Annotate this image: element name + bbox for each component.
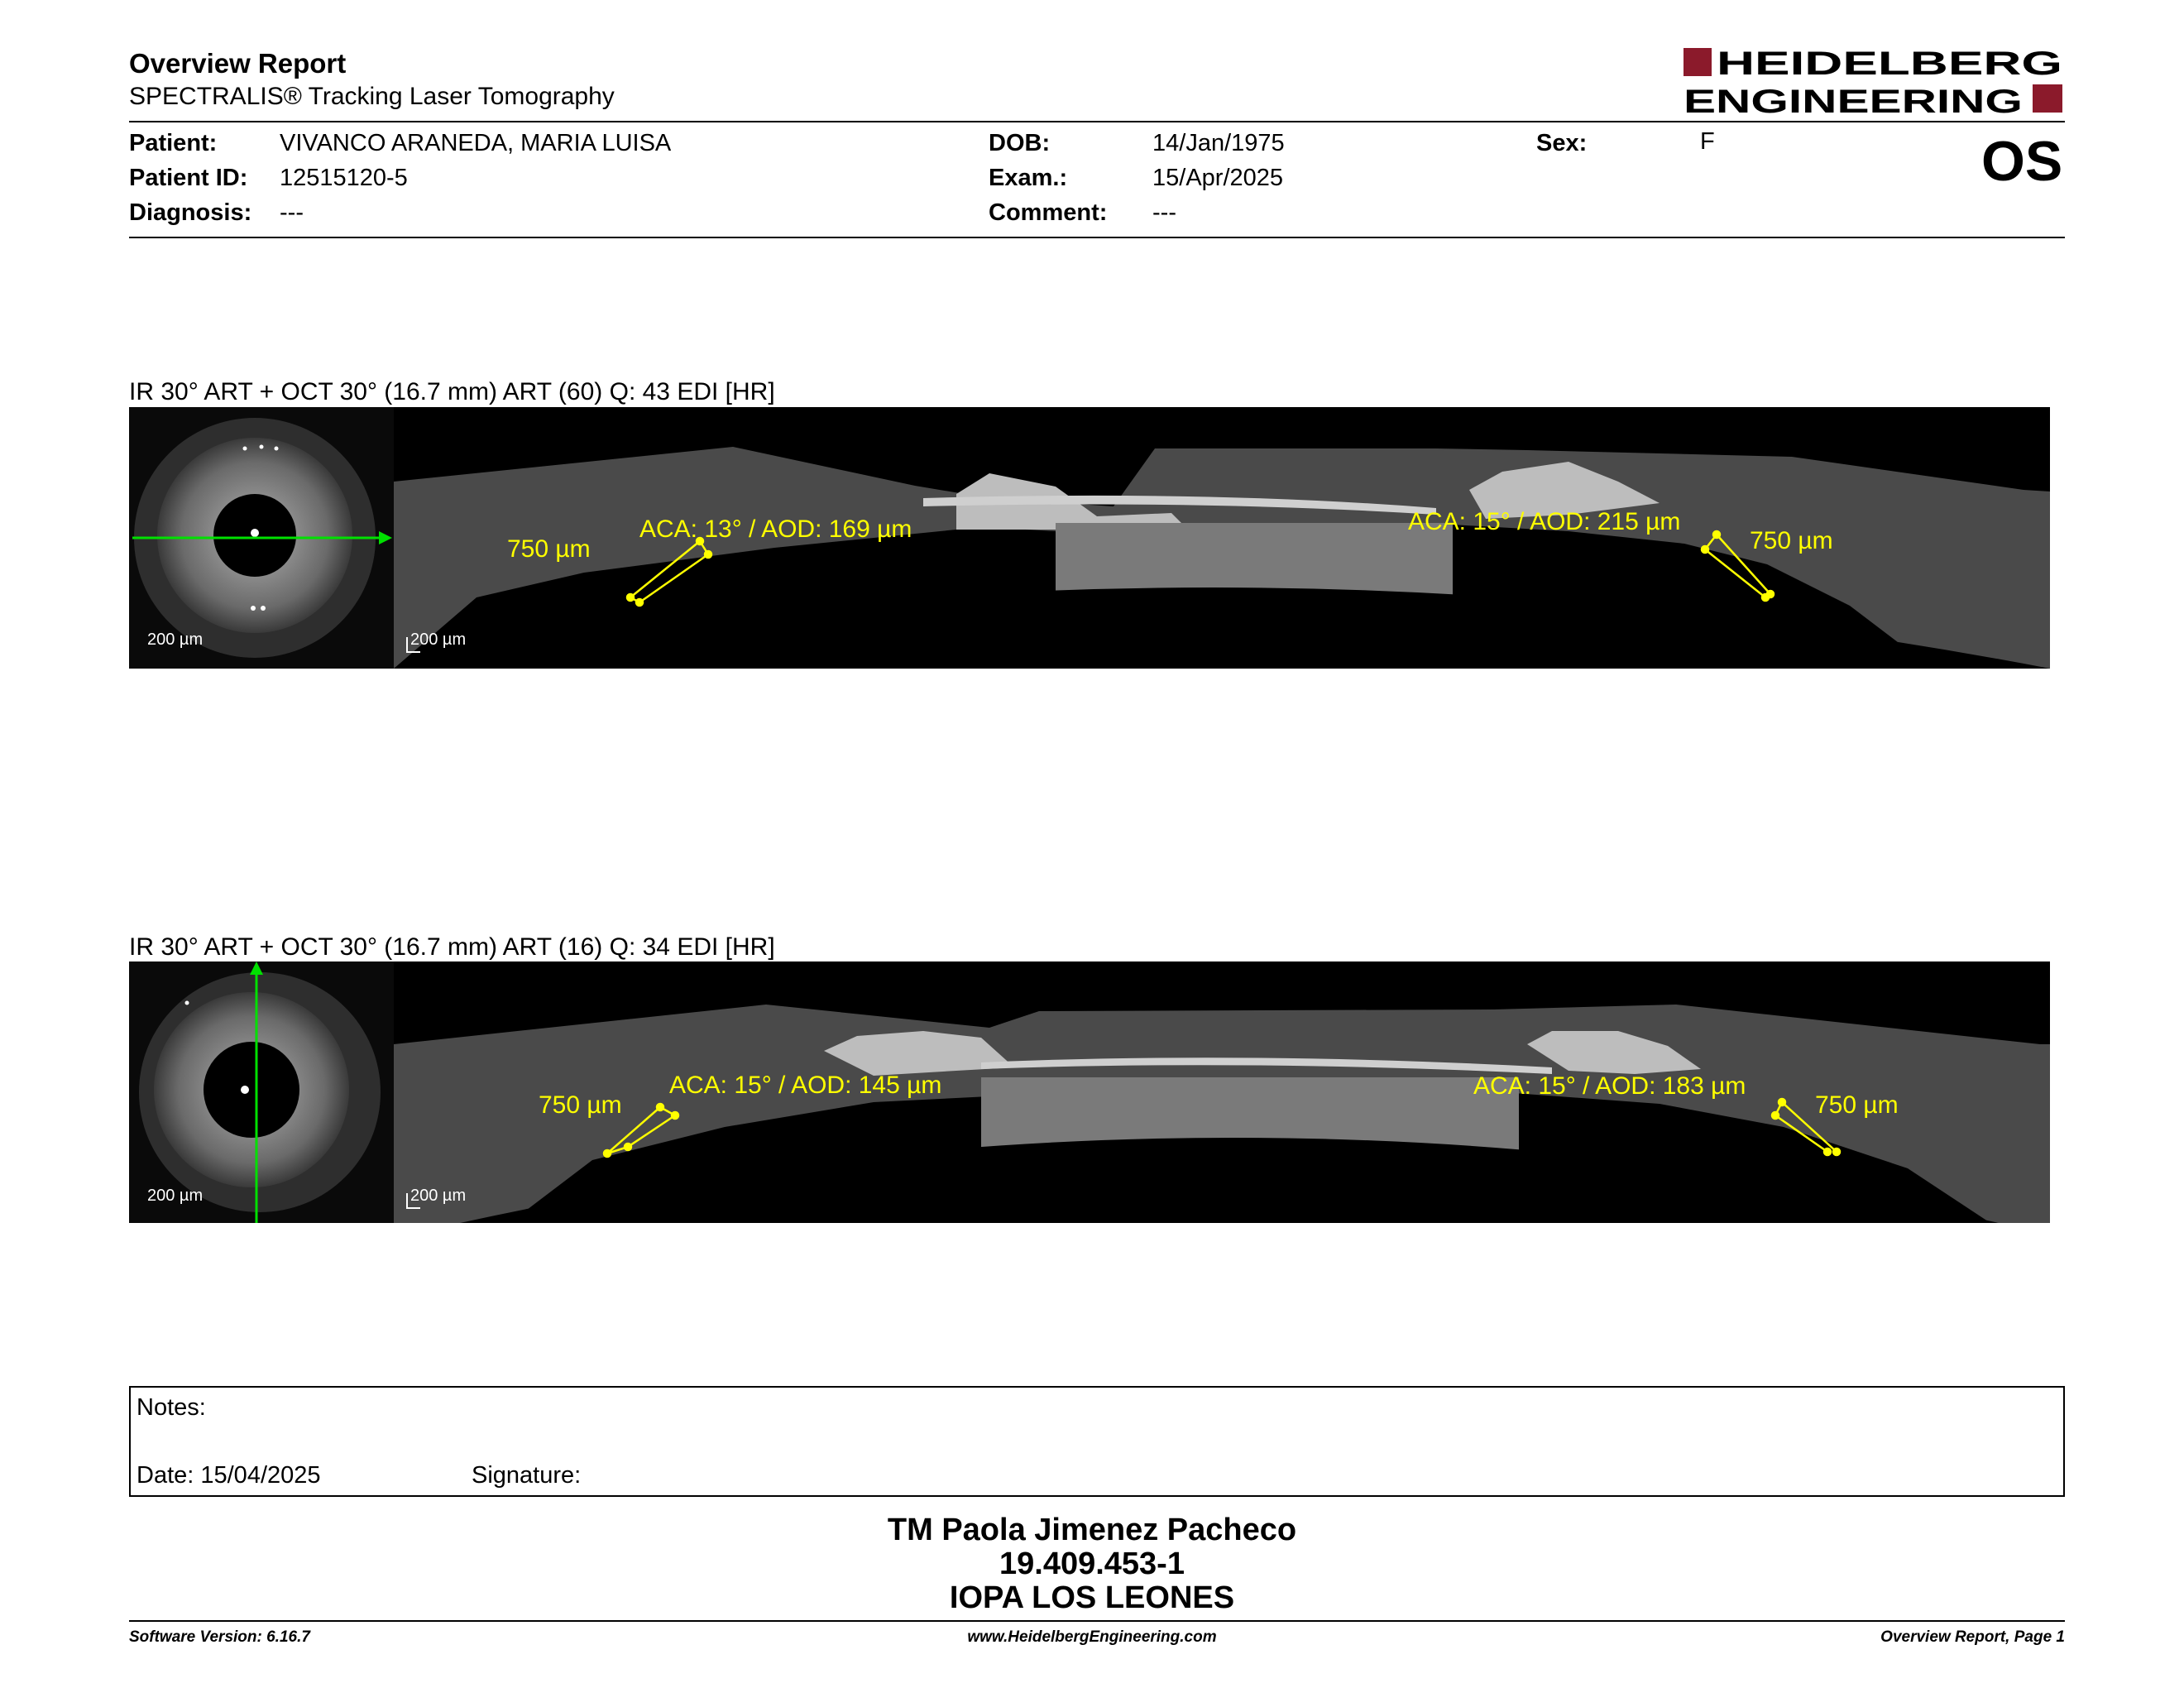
left-angle-measure-1: ACA: 13° / AOD: 169 µm	[639, 516, 912, 543]
header-rule	[129, 121, 2065, 122]
oct-image-2	[394, 961, 2050, 1223]
notes-label: Notes:	[136, 1394, 206, 1421]
report-title: Overview Report	[129, 48, 347, 79]
patient-name: VIVANCO ARANEDA, MARIA LUISA	[280, 130, 672, 156]
notes-box[interactable]	[129, 1386, 2065, 1497]
signature-label: Signature:	[472, 1462, 582, 1489]
exam-label: Exam.:	[989, 165, 1068, 191]
scan-1-panel	[129, 407, 2050, 669]
software-version: Software Version: 6.16.7	[129, 1628, 310, 1646]
patient-label: Patient:	[129, 130, 218, 156]
right-angle-measure-1: ACA: 15° / AOD: 215 µm	[1408, 508, 1681, 535]
dob-label: DOB:	[989, 130, 1051, 156]
svg-text:ENGINEERING: ENGINEERING	[1684, 84, 2023, 117]
date-label: Date: 15/04/2025	[136, 1462, 321, 1489]
exam-value: 15/Apr/2025	[1152, 165, 1284, 191]
left-distance-label-1: 750 µm	[507, 535, 591, 563]
right-distance-label-2: 750 µm	[1815, 1091, 1899, 1119]
oct-scale-1: 200 µm	[410, 631, 467, 649]
fundus-image-1	[129, 407, 394, 669]
diagnosis-value: ---	[280, 199, 304, 226]
svg-text:HEIDELBERG: HEIDELBERG	[1717, 46, 2062, 82]
signer-org: IOPA LOS LEONES	[949, 1580, 1235, 1615]
sex-value: F	[1700, 128, 1715, 155]
eye-indicator: OS	[1981, 130, 2063, 193]
left-angle-measure-2: ACA: 15° / AOD: 145 µm	[669, 1072, 942, 1099]
patient-id-label: Patient ID:	[129, 165, 248, 191]
signer-name: TM Paola Jimenez Pacheco	[887, 1513, 1297, 1547]
diagnosis-label: Diagnosis:	[129, 199, 252, 226]
signer-id: 19.409.453-1	[999, 1547, 1185, 1581]
scan-1-title: IR 30° ART + OCT 30° (16.7 mm) ART (60) Q: 43 EDI [HR]	[129, 378, 775, 405]
page-indicator: Overview Report, Page 1	[1880, 1628, 2065, 1646]
heidelberg-logo	[1684, 45, 2064, 117]
fundus-scale-1: 200 µm	[147, 631, 204, 649]
scan-2-panel	[129, 961, 2050, 1223]
oct-scale-2: 200 µm	[410, 1187, 467, 1205]
report-subtitle: SPECTRALIS® Tracking Laser Tomography	[129, 83, 615, 110]
fundus-scale-2: 200 µm	[147, 1187, 204, 1205]
comment-label: Comment:	[989, 199, 1108, 226]
patient-id: 12515120-5	[280, 165, 408, 191]
left-distance-label-2: 750 µm	[539, 1091, 622, 1119]
website-link[interactable]: www.HeidelbergEngineering.com	[967, 1628, 1217, 1646]
sex-label: Sex:	[1536, 130, 1588, 156]
scan-2-title: IR 30° ART + OCT 30° (16.7 mm) ART (16) Q: 34 EDI [HR]	[129, 933, 775, 961]
patient-rule	[129, 237, 2065, 238]
dob-value: 14/Jan/1975	[1152, 130, 1285, 156]
right-distance-label-1: 750 µm	[1750, 527, 1833, 554]
footer-rule	[129, 1620, 2065, 1622]
fundus-image-2	[129, 961, 394, 1223]
comment-value: ---	[1152, 199, 1176, 226]
right-angle-measure-2: ACA: 15° / AOD: 183 µm	[1473, 1072, 1746, 1100]
